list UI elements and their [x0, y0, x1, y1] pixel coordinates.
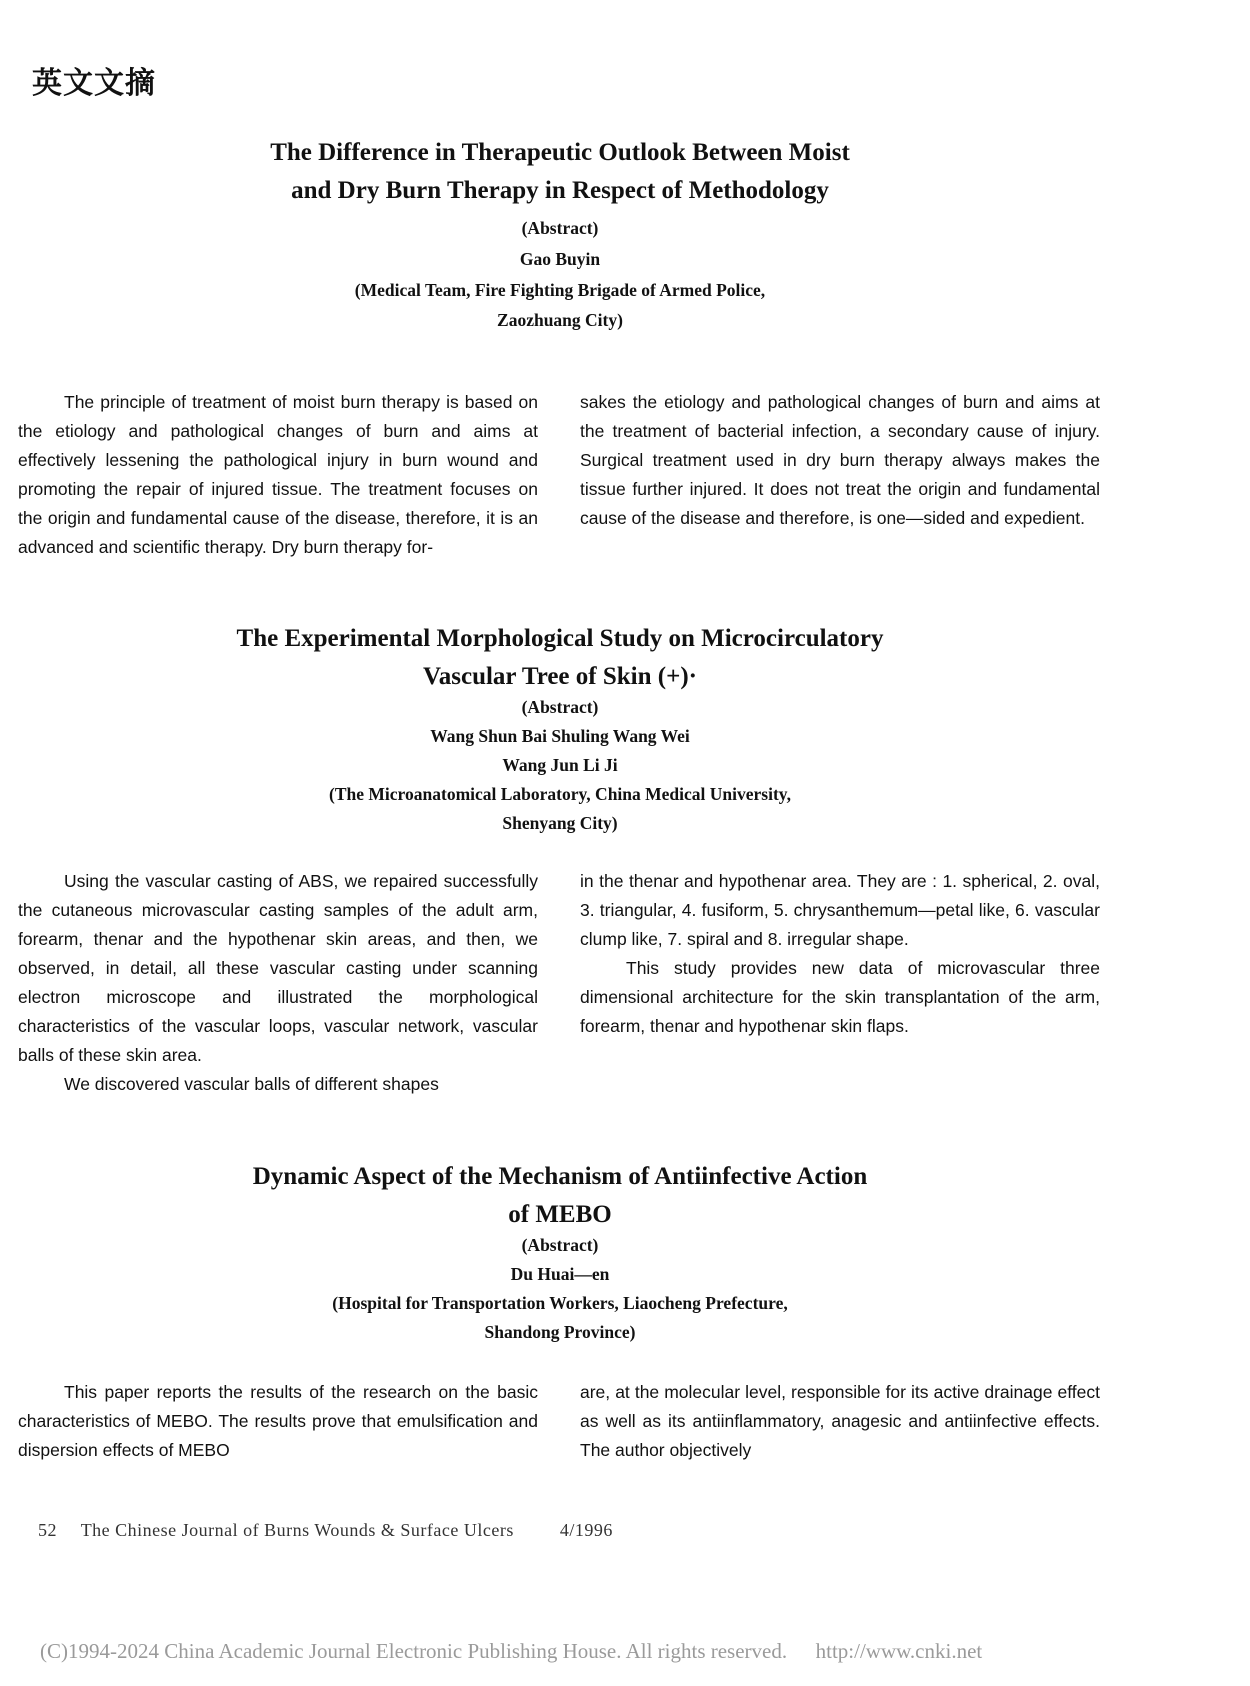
page-footer — [38, 1520, 613, 1541]
title-line: The Experimental Morphological Study on Microcirculatory — [236, 625, 884, 652]
title-line: and Dry Burn Therapy in Respect of Methodology — [291, 177, 829, 204]
abstract-left-column — [18, 1378, 538, 1465]
affiliation-line: Shenyang City) — [502, 813, 618, 833]
copyright-notice — [40, 1639, 982, 1664]
abstract-left-column — [18, 867, 538, 1099]
abstract-paragraph: This paper reports the results of the research on the basic characteristics of MEBO. The results prove that emulsification and dispersion effects of MEBO — [18, 1382, 538, 1460]
abstract-label: (Abstract) — [521, 218, 599, 238]
abstract-label: (Abstract) — [521, 1235, 599, 1255]
affiliation-line: Shandong Province) — [484, 1322, 636, 1342]
abstract-right-column — [580, 1378, 1100, 1465]
article-title — [0, 620, 1120, 696]
abstract-paragraph: Using the vascular casting of ABS, we repaired successfully the cutaneous microvascular casting samples of the adult arm, forearm, thenar and the hypothenar skin areas, and then, we observed, in detail, all these vascular casting under scanning electron microscope and illustrated the morphological characteristics of the vascular loops, vascular network, vascular balls of these skin area. — [18, 871, 538, 1065]
title-line: Vascular Tree of Skin (+)· — [423, 663, 697, 690]
author-line: Wang Shun Bai Shuling Wang Wei — [430, 726, 690, 746]
author-line: Wang Jun Li Ji — [502, 755, 618, 775]
copyright-url: http://www.cnki.net — [815, 1639, 983, 1663]
title-line: Dynamic Aspect of the Mechanism of Antiinfective Action — [252, 1163, 868, 1190]
author-line: Du Huai—en — [510, 1264, 610, 1284]
copyright-text: (C)1994-2024 China Academic Journal Electronic Publishing House. All rights reserved. — [40, 1639, 788, 1663]
abstract-paragraph: This study provides new data of microvascular three dimensional architecture for the skin transplantation of the arm, forearm, thenar and hypothenar skin flaps. — [580, 958, 1100, 1036]
title-line: The Difference in Therapeutic Outlook Between Moist — [270, 139, 850, 166]
journal-name: The Chinese Journal of Burns Wounds & Surface Ulcers — [80, 1520, 514, 1540]
title-line: of MEBO — [508, 1201, 612, 1228]
abstract-left-column — [18, 388, 538, 562]
abstract-paragraph: sakes the etiology and pathological changes of burn and aims at the treatment of bacterial infection, a secondary cause of injury. Surgical treatment used in dry burn therapy always makes the tissue further injured. It does not treat the origin and fundamental cause of the disease and therefore, is one—sided and expedient. — [580, 392, 1100, 528]
article-title — [0, 134, 1120, 210]
affiliation-line: (The Microanatomical Laboratory, China Medical University, — [329, 784, 791, 804]
affiliation-line: Zaozhuang City) — [497, 310, 623, 330]
page-number: 52 — [38, 1520, 57, 1540]
author-line: Gao Buyin — [519, 249, 601, 269]
article-title — [0, 1158, 1120, 1234]
abstract-label: (Abstract) — [521, 697, 599, 717]
abstract-paragraph: are, at the molecular level, responsible for its active drainage effect as well as its antiinflammatory, anagesic and antiinfective effects. The author objectively — [580, 1382, 1100, 1460]
abstract-paragraph: in the thenar and hypothenar area. They are : 1. spherical, 2. oval, 3. triangular, 4. fusiform, 5. chrysanthemum—petal like, 6. vascular clump like, 7. spiral and 8. irregular shape. — [580, 871, 1100, 949]
abstract-right-column — [580, 867, 1100, 1041]
section-header: 英文文摘 — [32, 66, 156, 101]
issue-number: 4/1996 — [559, 1520, 613, 1540]
abstract-paragraph: We discovered vascular balls of different shapes — [64, 1074, 439, 1094]
abstract-right-column — [580, 388, 1100, 533]
affiliation-line: (Medical Team, Fire Fighting Brigade of Armed Police, — [354, 280, 766, 300]
affiliation-line: (Hospital for Transportation Workers, Liaocheng Prefecture, — [332, 1293, 788, 1313]
abstract-paragraph: The principle of treatment of moist burn therapy is based on the etiology and pathological changes of burn and aims at effectively lessening the pathological injury in burn wound and promoting the repair of injured tissue. The treatment focuses on the origin and fundamental cause of the disease, therefore, it is an advanced and scientific therapy. Dry burn therapy for- — [18, 392, 538, 557]
